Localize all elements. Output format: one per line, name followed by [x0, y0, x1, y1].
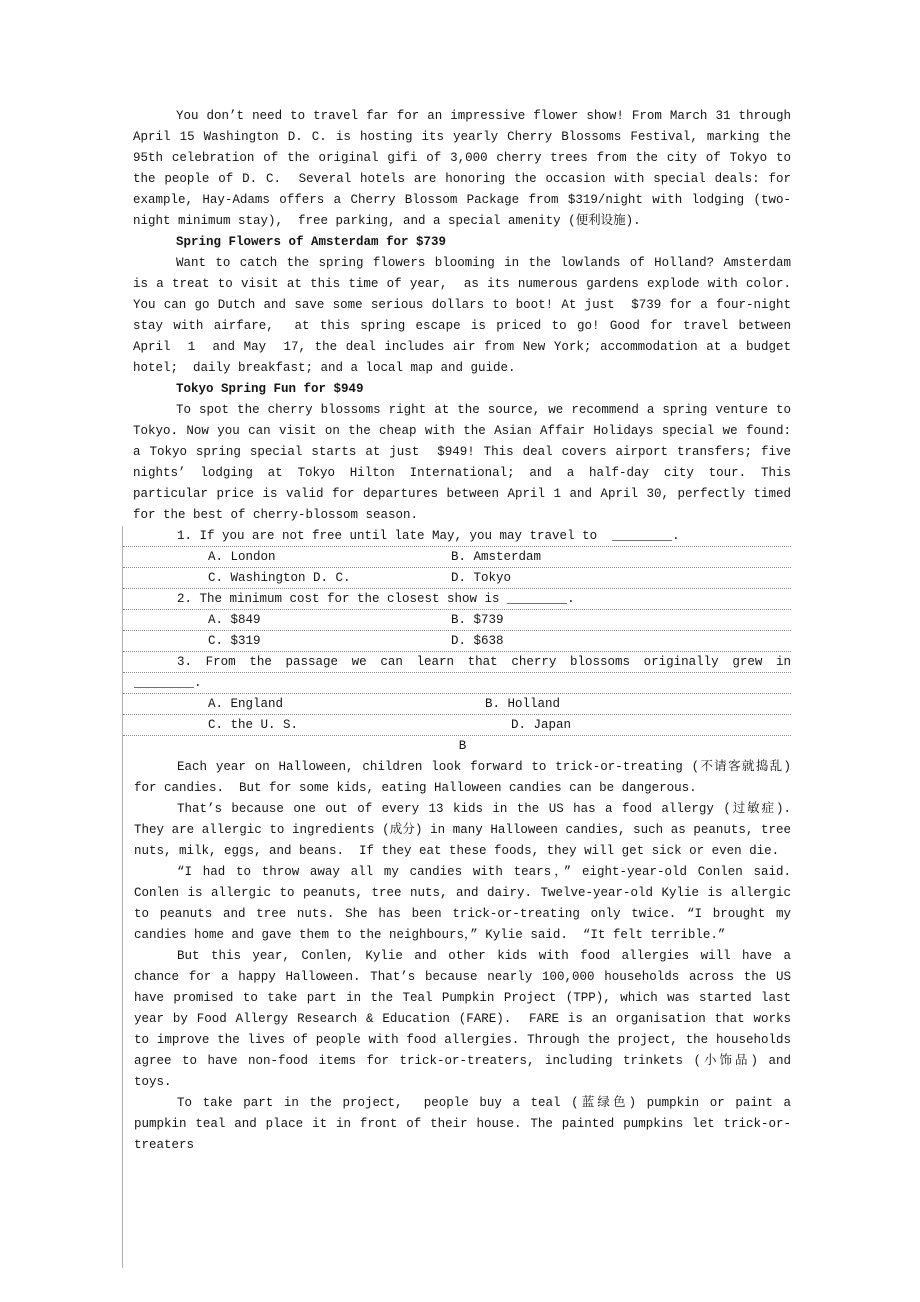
- choice-option: B. $739: [451, 613, 504, 627]
- choice-row: [123, 610, 791, 631]
- paragraph: “I had to throw away all my candies with tears，” eight-year-old Conlen said. Conlen is allergic to peanuts, tree nuts, and dairy. Twelve-year-old Kylie is allergic to peanuts and tree nuts. She has been trick-or-treating only twice. “I brought my candies home and gave them to the neighbours，” Kylie said. “It felt terrible.”: [134, 865, 799, 942]
- question-line: ________.: [123, 673, 791, 694]
- paragraph: To spot the cherry blossoms right at the source, we recommend a spring venture to Tokyo. Now you can visit on the cheap with the Asian Affair Holidays special we found: a Tokyo spring special starts at just $949! This deal covers airport transfers; five nights’ lodging at Tokyo Hilton International; and a half-day city tour. This particular price is valid for departures between April 1 and April 30, perfectly timed for the best of cherry-blossom season.: [133, 403, 799, 522]
- paragraph: Each year on Halloween, children look forward to trick-or-treating (不请客就捣乱) for candies. But for some kids, eating Halloween candies can be dangerous.: [134, 760, 799, 795]
- paragraph: You don’t need to travel far for an impressive flower show! From March 31 through April 15 Washington D. C. is hosting its yearly Cherry Blossoms Festival, marking the 95th celebration of the original gifi of 3,000 cherry trees from the city of Tokyo to the people of D. C. Several hotels are honoring the occasion with special deals: for example, Hay-Adams offers a Cherry Blossom Package from $319/night with lodging (two-night minimum stay), free parking, and a special amenity (便利设施).: [133, 109, 799, 228]
- choice-option: C. $319: [208, 634, 261, 648]
- choice-row: [123, 631, 791, 652]
- choice-row: [123, 715, 791, 736]
- choice-option: A. London: [208, 550, 276, 564]
- paragraph: To take part in the project, people buy a teal (蓝绿色) pumpkin or paint a pumpkin teal and place it in front of their house. The painted pumpkins let trick-or-treaters: [134, 1096, 799, 1152]
- question-line: 2. The minimum cost for the closest show is ________.: [123, 589, 791, 610]
- choice-option: A. England: [208, 697, 284, 711]
- paragraph: That’s because one out of every 13 kids in the US has a food allergy (过敏症). They are allergic to ingredients (成分) in many Halloween candies, such as peanuts, tree nuts, milk, eggs, and beans. If they eat these foods, they will get sick or even die.: [134, 802, 807, 858]
- passage-heading: Tokyo Spring Fun for $949: [176, 382, 364, 396]
- choice-option: B. Amsterdam: [451, 550, 542, 564]
- paragraph: But this year, Conlen, Kylie and other kids with food allergies will have a chance for a happy Halloween. That’s because nearly 100,000 households across the US have promised to take part in the Teal Pumpkin Project (TPP), which was started last year by Food Allergy Research & Education (FARE). FARE is an organisation that works to improve the lives of people with food allergies. Through the project, the households agree to have non-food items for trick-or-treaters, including trinkets (小饰品) and toys.: [134, 949, 799, 1089]
- choice-row: [123, 694, 791, 715]
- section-label: B: [458, 739, 467, 753]
- choice-option: C. the U. S.: [208, 718, 299, 732]
- choice-row: [123, 547, 791, 568]
- question-line: 1. If you are not free until late May, you may travel to ________.: [123, 526, 791, 547]
- choice-row: [123, 568, 791, 589]
- choice-option: A. $849: [208, 613, 261, 627]
- choice-option: B. Holland: [485, 697, 561, 711]
- section-passage-a: [122, 106, 799, 526]
- choice-option: D. Japan: [511, 718, 572, 732]
- section-passage-b: [122, 736, 807, 1268]
- paragraph: Want to catch the spring flowers blooming in the lowlands of Holland? Amsterdam is a treat to visit at this time of year, as its numerous gardens explode with color. You can go Dutch and save some serious dollars to boot! At just $739 for a four-night stay with airfare, at this spring escape is priced to go! Good for travel between April 1 and May 17, the deal includes air from New York; accommodation at a budget hotel; daily breakfast; and a local map and guide.: [133, 256, 799, 375]
- choice-option: D. Tokyo: [451, 571, 512, 585]
- section-questions-a: [122, 526, 791, 736]
- question-line: 3. From the passage we can learn that cherry blossoms originally grew in: [123, 652, 791, 673]
- passage-heading: Spring Flowers of Amsterdam for $739: [176, 235, 447, 249]
- choice-option: C. Washington D. C.: [208, 571, 351, 585]
- choice-option: D. $638: [451, 634, 504, 648]
